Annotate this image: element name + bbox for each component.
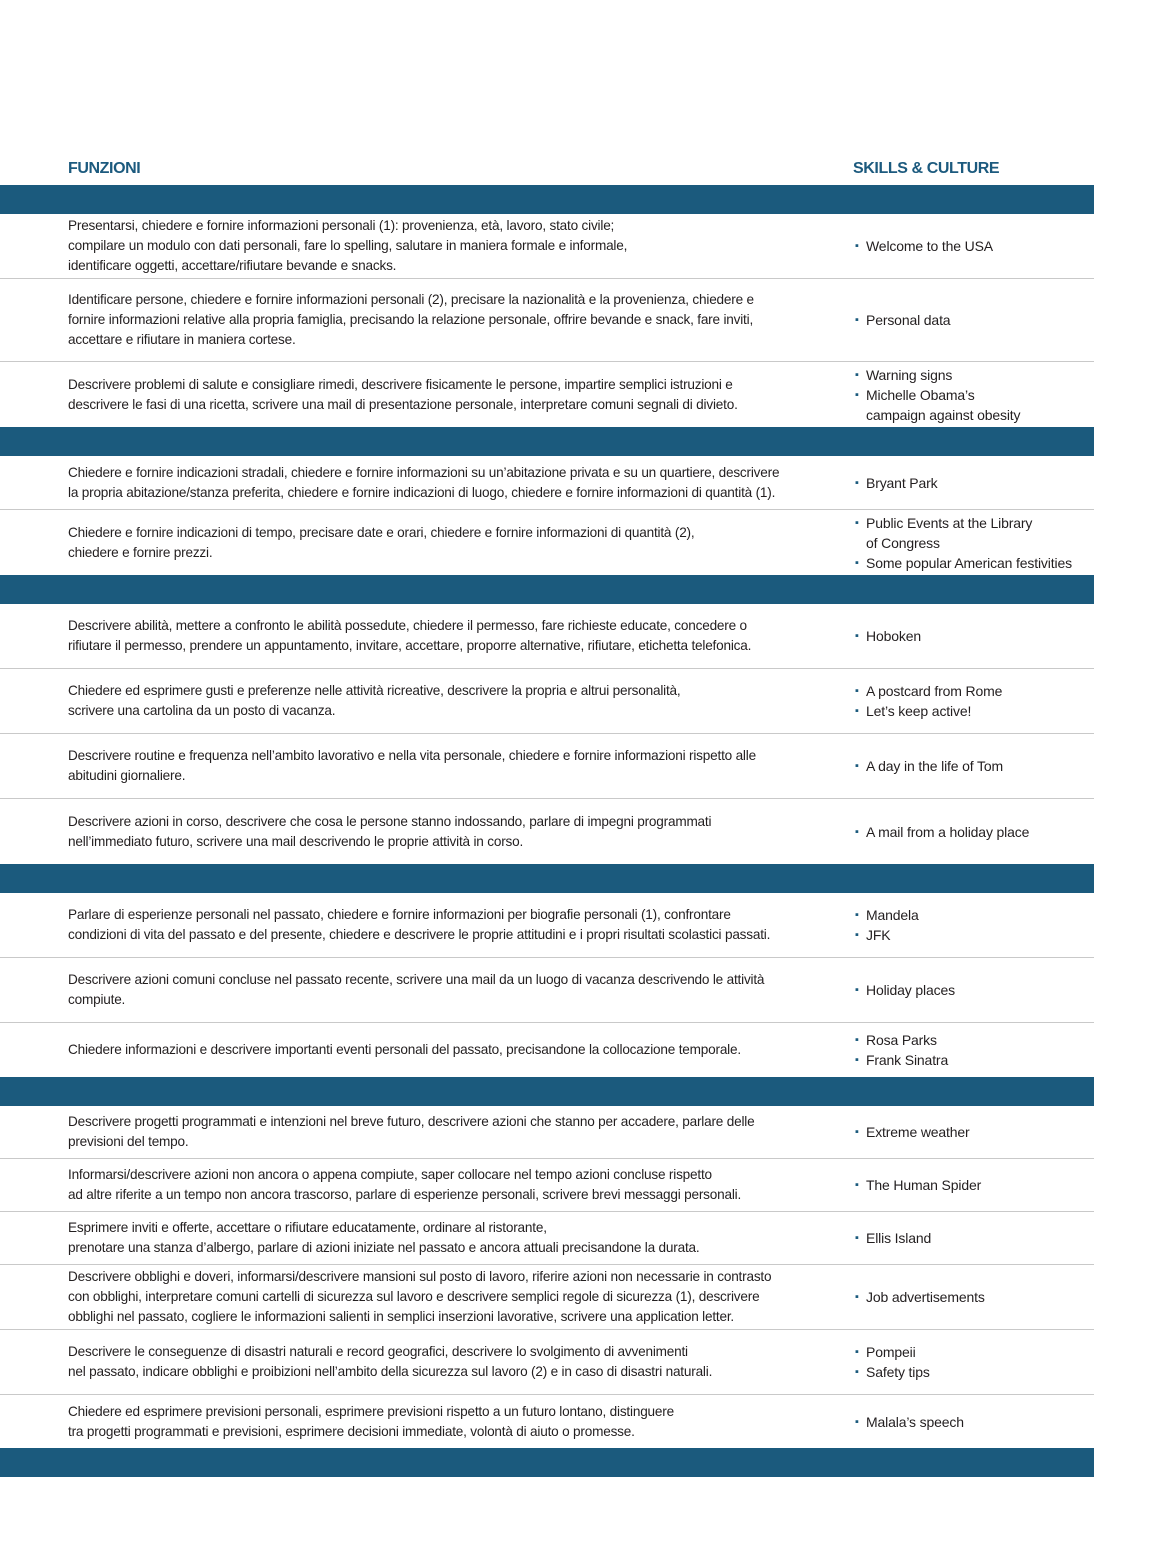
skill-label: Holiday places (866, 982, 955, 998)
skills-list (855, 1287, 1090, 1307)
function-line: compiute. (68, 992, 126, 1007)
skills-list (855, 681, 1090, 721)
function-line: Informarsi/descrivere azioni non ancora o appena compiute, saper collocare nel tempo azioni concluse rispetto (68, 1167, 712, 1182)
skill-item (855, 822, 1090, 842)
bullet-icon: ▪ (855, 556, 859, 569)
function-line: prenotare una stanza d’albergo, parlare di azioni iniziate nel passato e ancora attuali precisandone la durata. (68, 1240, 700, 1255)
function-line: Esprimere inviti e offerte, accettare o rifiutare educatamente, ordinare al ristorante, (68, 1220, 547, 1235)
function-line: nel passato, indicare obblighi e proibizioni nell’ambito della sicurezza sul lavoro (2) e in caso di disastri naturali. (68, 1364, 713, 1379)
function-line: Identificare persone, chiedere e fornire informazioni personali (2), precisare la nazionalità e la provenienza, chiedere e (68, 292, 754, 307)
function-line: accettare e rifiutare in maniera cortese. (68, 332, 296, 347)
bullet-icon: ▪ (855, 1126, 859, 1138)
function-line: ad altre riferite a un tempo non ancora trascorso, parlare di esperienze personali, scrivere brevi messaggi personali. (68, 1187, 742, 1202)
bullet-icon: ▪ (855, 476, 859, 489)
function-line: Presentarsi, chiedere e fornire informazioni personali (1): provenienza, età, lavoro, stato civile; (68, 218, 615, 233)
skill-label: Safety tips (866, 1364, 930, 1380)
table-row (0, 362, 1094, 427)
function-description (68, 216, 848, 276)
function-line: nell’immediato futuro, scrivere una mail descrivendo le proprie attività in corso. (68, 833, 524, 849)
skill-label: JFK (866, 927, 891, 943)
function-description (68, 1165, 848, 1205)
function-line: Descrivere problemi di salute e consigliare rimedi, descrivere fisicamente le persone, impartire semplici istruzioni e (68, 376, 733, 392)
bullet-icon: ▪ (855, 1415, 859, 1428)
bullet-icon: ▪ (855, 1054, 859, 1066)
function-line: condizioni di vita del passato e del presente, chiedere e descrivere le proprie attitudini e i propri risultati scolastici passati. (68, 927, 771, 942)
table-row (0, 1159, 1094, 1212)
function-line: Chiedere e fornire indicazioni di tempo, precisare date e orari, chiedere e fornire informazioni di quantità (2), (68, 524, 695, 540)
section-band (0, 1448, 1094, 1477)
function-description (68, 681, 848, 721)
function-description (68, 1218, 848, 1258)
bullet-icon: ▪ (855, 368, 859, 381)
table-row (0, 799, 1094, 864)
function-description (68, 375, 848, 415)
skill-label: Warning signs (866, 366, 953, 383)
table-row (0, 734, 1094, 799)
function-description (68, 746, 848, 786)
function-line: con obblighi, interpretare comuni cartelli di sicurezza sul lavoro e descrivere semplici regole di sicurezza (1), descrivere (68, 1289, 760, 1304)
skill-label: Ellis Island (866, 1230, 932, 1246)
function-line: compilare un modulo con dati personali, fare lo spelling, salutare in maniera formale e informale, (68, 238, 628, 253)
table-row (0, 958, 1094, 1023)
skill-item (855, 1412, 1090, 1432)
function-line: scrivere una cartolina da un posto di vacanza. (68, 703, 336, 718)
skill-label: The Human Spider (866, 1177, 982, 1193)
function-line: Chiedere e fornire indicazioni stradali, chiedere e fornire informazioni su un’abitazione privata e su un quartiere, descrivere (68, 464, 780, 480)
function-line: obblighi nel passato, cogliere le informazioni salienti in semplici inserzioni lavorative, scrivere una application letter. (68, 1309, 735, 1324)
function-line: fornire informazioni relative alla propria famiglia, precisando la relazione personale, offrire bevande e snack, fare inviti, (68, 312, 754, 327)
functions-header: FUNZIONI (68, 160, 141, 177)
function-line: Descrivere progetti programmati e intenzioni nel breve futuro, descrivere azioni che stanno per accadere, parlare delle (68, 1114, 755, 1129)
bullet-icon: ▪ (855, 314, 859, 326)
table-row (0, 1023, 1094, 1077)
function-description (68, 523, 848, 563)
function-line: chiedere e fornire prezzi. (68, 544, 213, 560)
skill-item (855, 756, 1090, 776)
skill-item (855, 925, 1090, 945)
skill-item (855, 1287, 1090, 1307)
function-line: la propria abitazione/stanza preferita, chiedere e fornire indicazioni di luogo, chiedere e fornire informazioni di quantità (1). (68, 484, 776, 500)
bullet-icon: ▪ (855, 685, 859, 697)
function-line: descrivere le fasi di una ricetta, scrivere una mail di presentazione personale, interpretare comuni segnali di divieto. (68, 396, 738, 412)
skills-list (855, 1175, 1090, 1195)
function-description (68, 1402, 848, 1442)
bullet-icon: ▪ (855, 1366, 859, 1378)
function-line: abitudini giornaliere. (68, 768, 186, 783)
skill-label: A day in the life of Tom (866, 758, 1004, 774)
skill-label: Rosa Parks (866, 1032, 937, 1048)
skill-item (855, 1050, 1090, 1070)
skill-item (855, 513, 1090, 553)
skills-list (855, 905, 1090, 945)
skills-list (855, 1030, 1090, 1070)
skill-item (855, 626, 1090, 646)
bullet-icon: ▪ (855, 1346, 859, 1358)
function-line: Descrivere routine e frequenza nell’ambito lavorativo e nella vita personale, chiedere e fornire informazioni rispetto alle (68, 748, 756, 763)
skills-list (855, 365, 1090, 425)
skill-label: Pompeii (866, 1344, 916, 1360)
function-description (68, 1040, 848, 1060)
function-description (68, 1267, 848, 1327)
bullet-icon: ▪ (855, 984, 859, 996)
skill-item (855, 1030, 1090, 1050)
skills-list (855, 1122, 1090, 1142)
skill-label: Malala’s speech (866, 1413, 964, 1430)
function-description (68, 970, 848, 1010)
skills-list (855, 822, 1090, 842)
skills-list (855, 626, 1090, 646)
skill-item (855, 905, 1090, 925)
function-description (68, 616, 848, 656)
function-description (68, 290, 848, 350)
skills-list (855, 473, 1090, 493)
bullet-icon: ▪ (855, 1291, 859, 1303)
function-line: Descrivere obblighi e doveri, informarsi/descrivere mansioni sul posto di lavoro, riferire azioni non necessarie in contrasto (68, 1269, 772, 1284)
skill-item (855, 1228, 1090, 1248)
skill-item (855, 553, 1090, 573)
skills-list (855, 310, 1090, 330)
bullet-icon: ▪ (855, 705, 859, 717)
skill-label: Bryant Park (866, 474, 938, 491)
skill-item (855, 1122, 1090, 1142)
skill-label: Let’s keep active! (866, 703, 972, 719)
function-line: Descrivere azioni comuni concluse nel passato recente, scrivere una mail da un luogo di vacanza descrivendo le attività (68, 972, 765, 987)
skill-label: Personal data (866, 312, 951, 328)
table-row (0, 604, 1094, 669)
table-row (0, 214, 1094, 279)
skills-list (855, 1412, 1090, 1432)
bullet-icon: ▪ (855, 630, 859, 642)
function-line: Descrivere le conseguenze di disastri naturali e record geografici, descrivere lo svolgimento di avvenimenti (68, 1344, 688, 1359)
skills-list (855, 513, 1090, 573)
skills-list (855, 236, 1090, 256)
table-row (0, 1265, 1094, 1330)
skill-label: A postcard from Rome (866, 683, 1003, 699)
function-line: identificare oggetti, accettare/rifiutare bevande e snacks. (68, 258, 397, 273)
skill-item (855, 1175, 1090, 1195)
table-row (0, 510, 1094, 575)
function-description (68, 463, 848, 503)
function-line: Descrivere azioni in corso, descrivere che cosa le persone stanno indossando, parlare di impegni programmati (68, 813, 712, 829)
bullet-icon: ▪ (855, 825, 859, 838)
table-row (0, 1330, 1094, 1395)
table-row (0, 1395, 1094, 1448)
function-line: tra progetti programmati e previsioni, esprimere decisioni immediate, volontà di aiuto o promesse. (68, 1423, 635, 1439)
skill-label: Mandela (866, 907, 919, 923)
function-description (68, 812, 848, 852)
skill-item (855, 236, 1090, 256)
table-row (0, 893, 1094, 958)
section-band (0, 575, 1094, 604)
skill-item (855, 385, 1090, 425)
skill-item (855, 473, 1090, 493)
bullet-icon: ▪ (855, 1034, 859, 1046)
function-line: previsioni del tempo. (68, 1134, 189, 1149)
skill-item (855, 681, 1090, 701)
skill-label: Michelle Obama’s (866, 386, 975, 403)
skill-label: Public Events at the Library (866, 514, 1033, 531)
skill-label: Job advertisements (866, 1289, 985, 1305)
skill-item (855, 365, 1090, 385)
skill-label-continued: campaign against obesity (866, 406, 1021, 423)
bullet-icon: ▪ (855, 388, 859, 401)
skills-list (855, 1342, 1090, 1382)
skill-item (855, 310, 1090, 330)
table-row (0, 279, 1094, 362)
skill-item (855, 701, 1090, 721)
bullet-icon: ▪ (855, 1179, 859, 1191)
function-line: Chiedere informazioni e descrivere importanti eventi personali del passato, precisandone la collocazione temporale. (68, 1042, 741, 1057)
function-description (68, 1342, 848, 1382)
function-line: Parlare di esperienze personali nel passato, chiedere e fornire informazioni per biografie personali (1), confrontare (68, 907, 731, 922)
bullet-icon: ▪ (855, 760, 859, 772)
skill-label-continued: of Congress (866, 534, 940, 551)
function-description (68, 1112, 848, 1152)
section-band (0, 427, 1094, 456)
function-description (68, 905, 848, 945)
bullet-icon: ▪ (855, 929, 859, 941)
skills-list (855, 980, 1090, 1000)
skill-item (855, 1362, 1090, 1382)
skill-item (855, 980, 1090, 1000)
bullet-icon: ▪ (855, 240, 859, 252)
section-band (0, 185, 1094, 214)
skill-label: Welcome to the USA (866, 238, 993, 254)
skills-list (855, 756, 1090, 776)
function-line: Chiedere ed esprimere previsioni personali, esprimere previsioni rispetto a un futuro lontano, distinguere (68, 1403, 674, 1419)
bullet-icon: ▪ (855, 516, 859, 529)
function-line: Chiedere ed esprimere gusti e preferenze nelle attività ricreative, descrivere la propria e altrui personalità, (68, 683, 681, 698)
skill-label: Hoboken (866, 628, 921, 644)
skill-label: Extreme weather (866, 1124, 970, 1140)
section-band (0, 864, 1094, 893)
skill-item (855, 1342, 1090, 1362)
section-band (0, 1077, 1094, 1106)
function-line: Descrivere abilità, mettere a confronto le abilità possedute, chiedere il permesso, fare richieste educate, concedere o (68, 618, 747, 633)
table-row (0, 1106, 1094, 1159)
skill-label: Frank Sinatra (866, 1052, 949, 1068)
table-row (0, 1212, 1094, 1265)
skill-label: Some popular American festivities (866, 554, 1072, 571)
table-row (0, 669, 1094, 734)
function-line: rifiutare il permesso, prendere un appuntamento, invitare, accettare, proporre alternative, rifiutare, etichetta telefonica. (68, 638, 752, 653)
skill-label: A mail from a holiday place (866, 823, 1030, 840)
bullet-icon: ▪ (855, 1232, 859, 1244)
skills-header: SKILLS & CULTURE (853, 160, 1000, 177)
bullet-icon: ▪ (855, 909, 859, 921)
skills-list (855, 1228, 1090, 1248)
table-row (0, 456, 1094, 510)
